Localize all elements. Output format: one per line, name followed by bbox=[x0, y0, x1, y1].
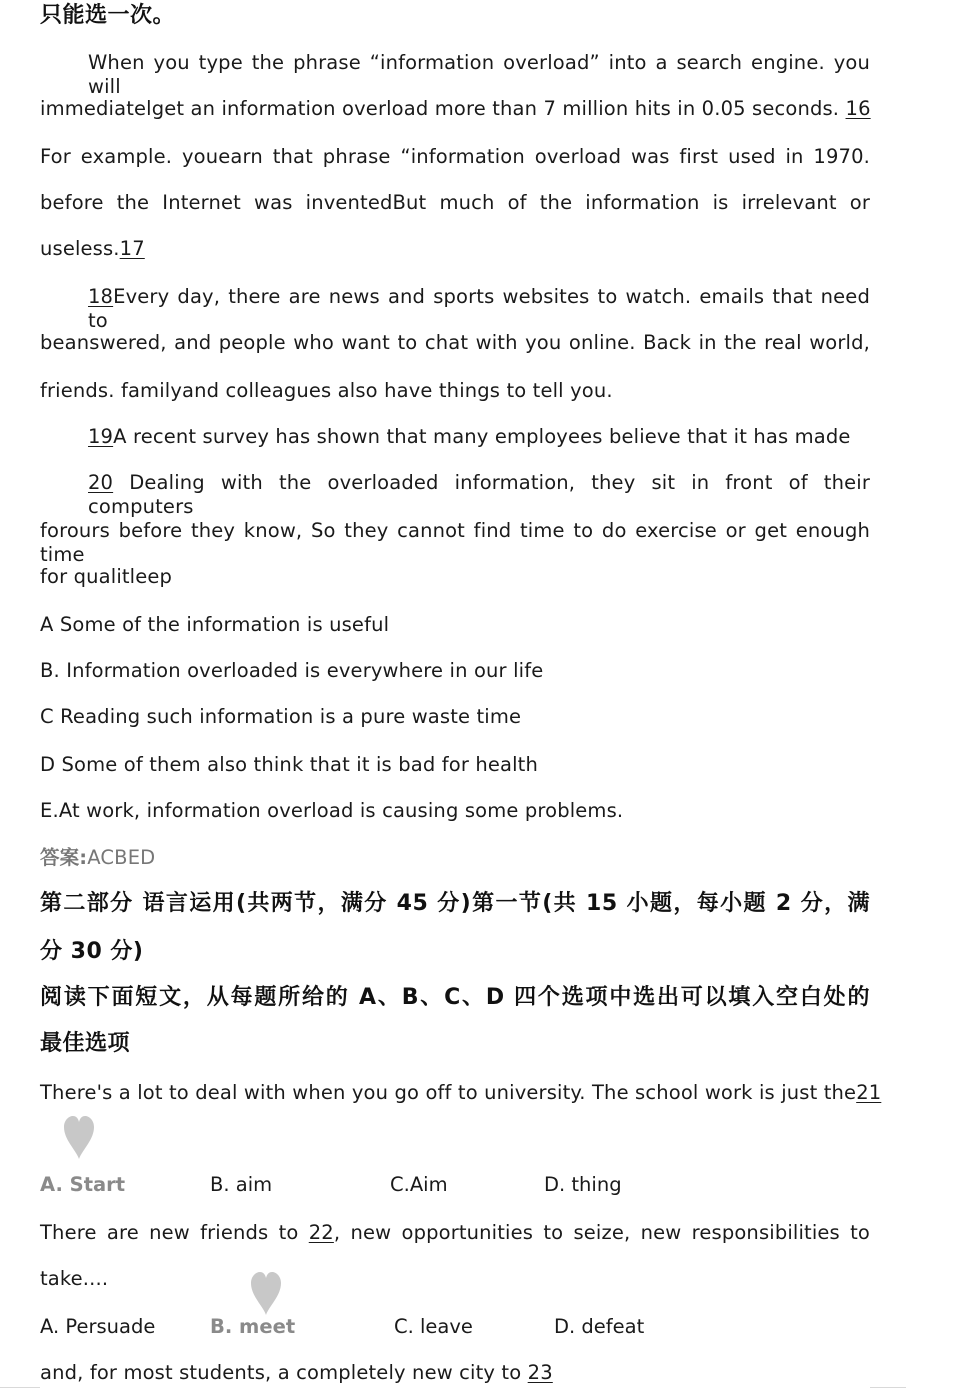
choice-b: B. Information overloaded is everywhere in our life bbox=[40, 659, 544, 682]
option-22-a: A. Persuade bbox=[40, 1315, 156, 1338]
answer-value: ACBED bbox=[87, 846, 156, 869]
blank-20: 20 bbox=[88, 471, 114, 494]
passage-line: friends. familyand colleagues also have things to tell you. bbox=[40, 379, 613, 402]
section-heading: 第二部分 语言运用(共两节，满分 45 分)第一节(共 15 小题，每小题 2 分，满 bbox=[40, 891, 870, 916]
blank-17: 17 bbox=[119, 237, 145, 260]
choice-a: A Some of the information is useful bbox=[40, 613, 390, 636]
heart-icon bbox=[249, 1270, 283, 1316]
passage-line: for qualitleep bbox=[40, 565, 173, 588]
passage-line: useless.17 bbox=[40, 237, 145, 260]
cloze-line: and, for most students, a completely new city to 23 bbox=[40, 1361, 553, 1384]
blank-19: 19 bbox=[88, 425, 114, 448]
option-21-c: C.Aim bbox=[390, 1173, 448, 1196]
section-instruction: 阅读下面短文，从每题所给的 A、B、C、D 四个选项中选出可以填入空白处的 bbox=[40, 985, 870, 1010]
page-edge-mark bbox=[870, 1387, 906, 1388]
page-edge-mark bbox=[0, 1387, 40, 1388]
passage-line: 20 Dealing with the overloaded information, they sit in front of their computers bbox=[88, 471, 870, 518]
cloze-line: take.... bbox=[40, 1267, 109, 1290]
answer-label: 答案: bbox=[40, 846, 88, 869]
section-heading-cont: 分 30 分) bbox=[40, 939, 144, 964]
choice-e: E.At work, information overload is causing some problems. bbox=[40, 799, 624, 822]
option-21-b: B. aim bbox=[210, 1173, 273, 1196]
passage-line: When you type the phrase “information overload” into a search engine. you will bbox=[88, 51, 870, 98]
cloze-line: There's a lot to deal with when you go off to university. The school work is just the21 bbox=[40, 1081, 882, 1104]
passage-line: 18Every day, there are news and sports websites to watch. emails that need to bbox=[88, 285, 870, 332]
cloze-line: There are new friends to 22, new opportunities to seize, new responsibilities to bbox=[40, 1221, 870, 1244]
header-fragment: 只能选一次。 bbox=[40, 3, 176, 28]
blank-18: 18 bbox=[88, 285, 114, 308]
passage-line: immediatelget an information overload more than 7 million hits in 0.05 seconds. 16 bbox=[40, 97, 871, 120]
option-21-d: D. thing bbox=[544, 1173, 622, 1196]
passage-line: forours before they know, So they cannot find time to do exercise or get enough time bbox=[40, 519, 870, 566]
heart-icon bbox=[62, 1114, 96, 1160]
option-22-b: B. meet bbox=[210, 1315, 296, 1338]
blank-23: 23 bbox=[527, 1361, 553, 1384]
blank-16: 16 bbox=[845, 97, 871, 120]
passage-line: beanswered, and people who want to chat with you online. Back in the real world, bbox=[40, 331, 870, 354]
option-22-c: C. leave bbox=[394, 1315, 473, 1338]
passage-line: before the Internet was inventedBut much of the information is irrelevant or bbox=[40, 191, 870, 214]
passage-line: 19A recent survey has shown that many employees believe that it has made bbox=[88, 425, 851, 448]
section-instruction-cont: 最佳选项 bbox=[40, 1031, 131, 1056]
blank-21: 21 bbox=[856, 1081, 882, 1104]
answer-line bbox=[40, 846, 870, 870]
choice-d: D Some of them also think that it is bad for health bbox=[40, 753, 538, 776]
blank-22: 22 bbox=[308, 1221, 334, 1244]
passage-line: For example. youearn that phrase “information overload was first used in 1970. bbox=[40, 145, 870, 168]
choice-c: C Reading such information is a pure waste time bbox=[40, 705, 522, 728]
option-22-d: D. defeat bbox=[554, 1315, 645, 1338]
option-21-a: A. Start bbox=[40, 1173, 126, 1196]
